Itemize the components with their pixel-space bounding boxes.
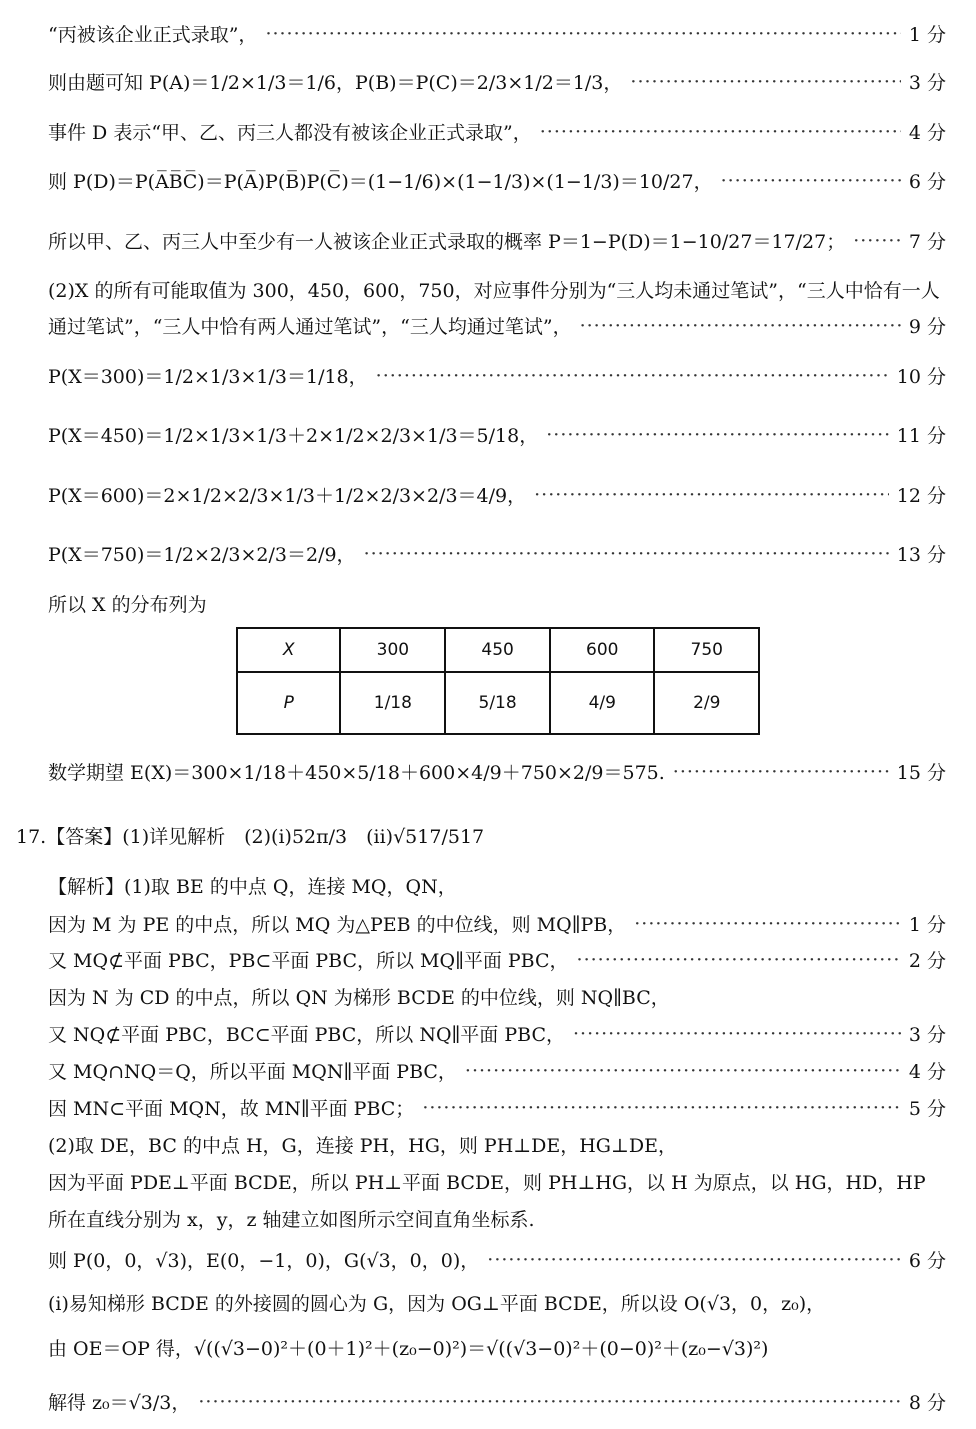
line-text: 事件 D 表示“甲、乙、丙三人都没有被该企业正式录取”， bbox=[48, 122, 532, 144]
solution-line bbox=[48, 20, 946, 47]
table-cell: X bbox=[237, 628, 340, 672]
leader-dots bbox=[534, 484, 889, 506]
table-cell: 1/18 bbox=[340, 672, 445, 734]
line-text: P(X＝300)＝1/2×1/3×1/3＝1/18， bbox=[48, 366, 368, 388]
distribution-table bbox=[236, 627, 760, 735]
table-cell: 450 bbox=[445, 628, 550, 672]
line-text: 则由题可知 P(A)＝1/2×1/3＝1/6，P(B)＝P(C)＝2/3×1/2＝1/3， bbox=[48, 72, 623, 94]
table-cell: 4/9 bbox=[550, 672, 654, 734]
leader-dots bbox=[422, 1097, 901, 1119]
line-text: 因 MN⊂平面 MQN，故 MN∥平面 PBC； bbox=[48, 1098, 415, 1120]
score-label: 13 分 bbox=[896, 544, 946, 566]
solution-line: 所在直线分别为 x，y，z 轴建立如图所示空间直角坐标系. bbox=[48, 1209, 535, 1231]
score-label: 1 分 bbox=[908, 24, 946, 46]
line-text: 通过笔试”，“三人中恰有两人通过笔试”，“三人均通过笔试”， bbox=[48, 316, 572, 338]
score-label: 6 分 bbox=[908, 1250, 946, 1272]
line-text: 又 MQ∩NQ＝Q，所以平面 MQN∥平面 PBC， bbox=[48, 1061, 457, 1083]
leader-dots bbox=[546, 424, 889, 446]
solution-line bbox=[48, 1020, 946, 1047]
table-row bbox=[237, 672, 759, 734]
solution-line bbox=[48, 1388, 946, 1415]
solution-line bbox=[48, 540, 946, 567]
line-text: 又 MQ⊄平面 PBC，PB⊂平面 PBC，所以 MQ∥平面 PBC， bbox=[48, 950, 569, 972]
solution-line bbox=[48, 481, 946, 508]
line-text: 又 NQ⊄平面 PBC，BC⊂平面 PBC，所以 NQ∥平面 PBC， bbox=[48, 1024, 565, 1046]
table-header-row bbox=[237, 628, 759, 672]
solution-line: (2)X 的所有可能取值为 300，450，600，750，对应事件分别为“三人均未通过笔试”，“三人中恰有一人 bbox=[48, 280, 940, 302]
answer-heading: 17.【答案】(1)详见解析 (2)(i)52π/3 (ii)√517/517 bbox=[16, 826, 485, 848]
solution-line: (2)取 DE，BC 的中点 H，G，连接 PH，HG，则 PH⊥DE，HG⊥DE， bbox=[48, 1135, 677, 1157]
score-label: 7 分 bbox=[908, 231, 946, 253]
analysis-heading: 【解析】(1)取 BE 的中点 Q，连接 MQ，QN， bbox=[48, 876, 457, 898]
leader-dots bbox=[198, 1391, 901, 1413]
table-cell: 600 bbox=[550, 628, 654, 672]
leader-dots bbox=[376, 365, 889, 387]
solution-line: 所以 X 的分布列为 bbox=[48, 594, 207, 616]
leader-dots bbox=[853, 230, 901, 252]
score-label: 9 分 bbox=[908, 316, 946, 338]
solution-line bbox=[48, 1246, 946, 1273]
solution-line bbox=[48, 910, 946, 937]
solution-line: 因为平面 PDE⊥平面 BCDE，所以 PH⊥平面 BCDE，则 PH⊥HG，以 H 为原点，以 HG，HD，HP bbox=[48, 1172, 926, 1194]
score-label: 8 分 bbox=[908, 1392, 946, 1414]
leader-dots bbox=[465, 1060, 901, 1082]
solution-line bbox=[48, 946, 946, 973]
solution-line bbox=[48, 68, 946, 95]
line-text: 因为 M 为 PE 的中点，所以 MQ 为△PEB 的中位线，则 MQ∥PB， bbox=[48, 914, 627, 936]
table-cell: 5/18 bbox=[445, 672, 550, 734]
score-label: 6 分 bbox=[908, 171, 946, 193]
solution-line bbox=[48, 312, 946, 339]
score-label: 4 分 bbox=[908, 1061, 946, 1083]
score-label: 12 分 bbox=[896, 485, 946, 507]
line-text: 所以甲、乙、丙三人中至少有一人被该企业正式录取的概率 P＝1−P(D)＝1−10/27＝17/27； bbox=[48, 231, 846, 253]
score-label: 15 分 bbox=[896, 762, 946, 784]
leader-dots bbox=[487, 1249, 901, 1271]
score-label: 5 分 bbox=[908, 1098, 946, 1120]
table-cell: 300 bbox=[340, 628, 445, 672]
line-text: 数学期望 E(X)＝300×1/18＋450×5/18＋600×4/9＋750×2/9＝575. bbox=[48, 762, 665, 784]
solution-line bbox=[48, 362, 946, 389]
leader-dots bbox=[540, 121, 901, 143]
leader-dots bbox=[630, 71, 900, 93]
score-label: 2 分 bbox=[908, 950, 946, 972]
line-text: P(X＝450)＝1/2×1/3×1/3＋2×1/2×2/3×1/3＝5/18， bbox=[48, 425, 539, 447]
solution-line: 因为 N 为 CD 的中点，所以 QN 为梯形 BCDE 的中位线，则 NQ∥BC， bbox=[48, 987, 670, 1009]
score-label: 10 分 bbox=[896, 366, 946, 388]
solution-line: 由 OE＝OP 得，√((√3−0)²＋(0＋1)²＋(z₀−0)²)＝√((√3−0)²＋(0−0)²＋(z₀−√3)²) bbox=[48, 1338, 769, 1360]
solution-line bbox=[48, 227, 946, 254]
solution-line bbox=[48, 167, 946, 194]
line-text: 则 P(0，0，√3)，E(0，−1，0)，G(√3，0，0)， bbox=[48, 1250, 480, 1272]
line-text: “丙被该企业正式录取”， bbox=[48, 24, 258, 46]
leader-dots bbox=[721, 170, 901, 192]
line-text: P(X＝600)＝2×1/2×2/3×1/3＋1/2×2/3×2/3＝4/9， bbox=[48, 485, 527, 507]
table-cell: P bbox=[237, 672, 340, 734]
table-cell: 750 bbox=[654, 628, 759, 672]
line-text: P(X＝750)＝1/2×2/3×2/3＝2/9， bbox=[48, 544, 356, 566]
score-label: 1 分 bbox=[908, 914, 946, 936]
solution-line bbox=[48, 421, 946, 448]
leader-dots bbox=[364, 543, 889, 565]
solution-line bbox=[48, 1094, 946, 1121]
score-label: 4 分 bbox=[908, 122, 946, 144]
solution-line bbox=[48, 1057, 946, 1084]
score-label: 3 分 bbox=[908, 1024, 946, 1046]
leader-dots bbox=[634, 913, 901, 935]
solution-line: (i)易知梯形 BCDE 的外接圆的圆心为 G，因为 OG⊥平面 BCDE，所以设 O(√3，0，z₀)， bbox=[48, 1293, 826, 1315]
leader-dots bbox=[580, 315, 901, 337]
leader-dots bbox=[573, 1023, 901, 1045]
line-text: 解得 z₀＝√3/3， bbox=[48, 1392, 191, 1414]
line-text: 则 P(D)＝P(A̅B̅C̅)＝P(A̅)P(B̅)P(C̅)＝(1−1/6)×(1−1/3)×(1−1/3)＝10/27， bbox=[48, 171, 713, 193]
score-label: 11 分 bbox=[896, 425, 946, 447]
leader-dots bbox=[265, 23, 900, 45]
score-label: 3 分 bbox=[908, 72, 946, 94]
table-cell: 2/9 bbox=[654, 672, 759, 734]
solution-line bbox=[48, 758, 946, 785]
leader-dots bbox=[673, 761, 889, 783]
leader-dots bbox=[577, 949, 901, 971]
solution-line bbox=[48, 118, 946, 145]
